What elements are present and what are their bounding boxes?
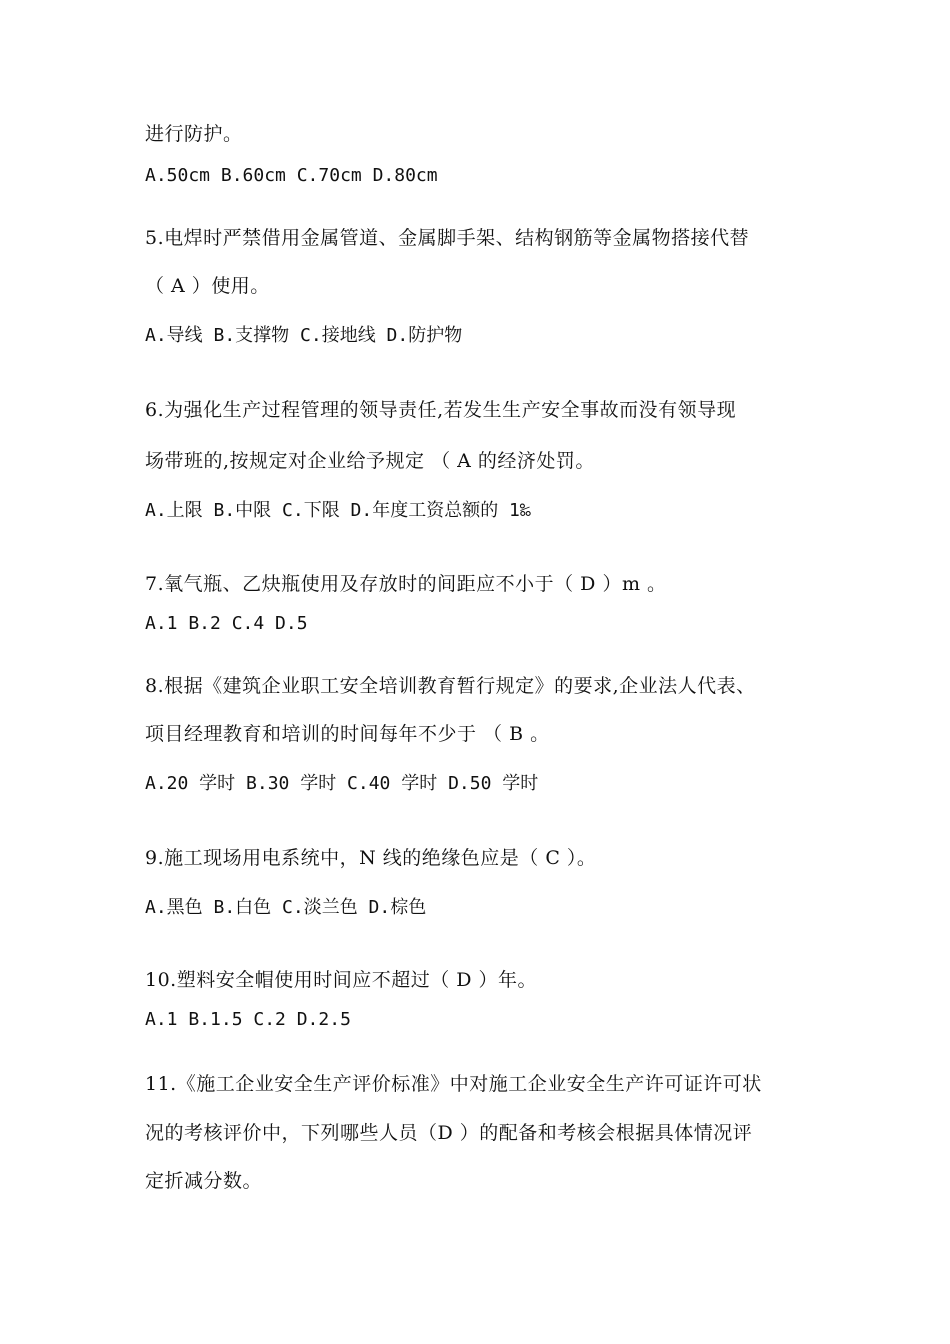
question-9: 9.施工现场用电系统中，N 线的绝缘色应是（ C ）。	[145, 847, 597, 869]
options-q7: A.1 B.2 C.4 D.5	[145, 613, 308, 634]
question-6-line-2: 场带班的,按规定对企业给予规定 （ A 的经济处罚。	[145, 450, 595, 472]
question-8-line-1: 8.根据《建筑企业职工安全培训教育暂行规定》的要求,企业法人代表、	[145, 675, 756, 697]
question-10: 10.塑料安全帽使用时间应不超过（ D ）年。	[145, 969, 538, 991]
question-11-line-1: 11.《施工企业安全生产评价标准》中对施工企业安全生产许可证许可状	[145, 1073, 762, 1095]
question-5-line-1: 5.电焊时严禁借用金属管道、金属脚手架、结构钢筋等金属物搭接代替	[145, 227, 750, 249]
question-8-line-2: 项目经理教育和培训的时间每年不少于 （ B 。	[145, 723, 550, 745]
options-q8: A.20 学时 B.30 学时 C.40 学时 D.50 学时	[145, 773, 539, 794]
question-7: 7.氧气瓶、乙炔瓶使用及存放时的间距应不小于（ D ）m 。	[145, 573, 667, 595]
options-q5: A.导线 B.支撑物 C.接地线 D.防护物	[145, 325, 463, 346]
question-11-line-2: 况的考核评价中，下列哪些人员（D ）的配备和考核会根据具体情况评	[145, 1122, 753, 1144]
question-6-line-1: 6.为强化生产过程管理的领导责任,若发生生产安全事故而没有领导现	[145, 399, 737, 421]
question-11-line-3: 定折减分数。	[145, 1170, 263, 1192]
options-q6: A.上限 B.中限 C.下限 D.年度工资总额的 1‰	[145, 500, 531, 521]
options-q10: A.1 B.1.5 C.2 D.2.5	[145, 1009, 351, 1030]
question-5-line-2: （ A ）使用。	[145, 275, 270, 297]
text-line-continuation: 进行防护。	[145, 123, 243, 145]
options-q9: A.黑色 B.白色 C.淡兰色 D.棕色	[145, 897, 427, 918]
options-q4: A.50cm B.60cm C.70cm D.80cm	[145, 165, 438, 186]
